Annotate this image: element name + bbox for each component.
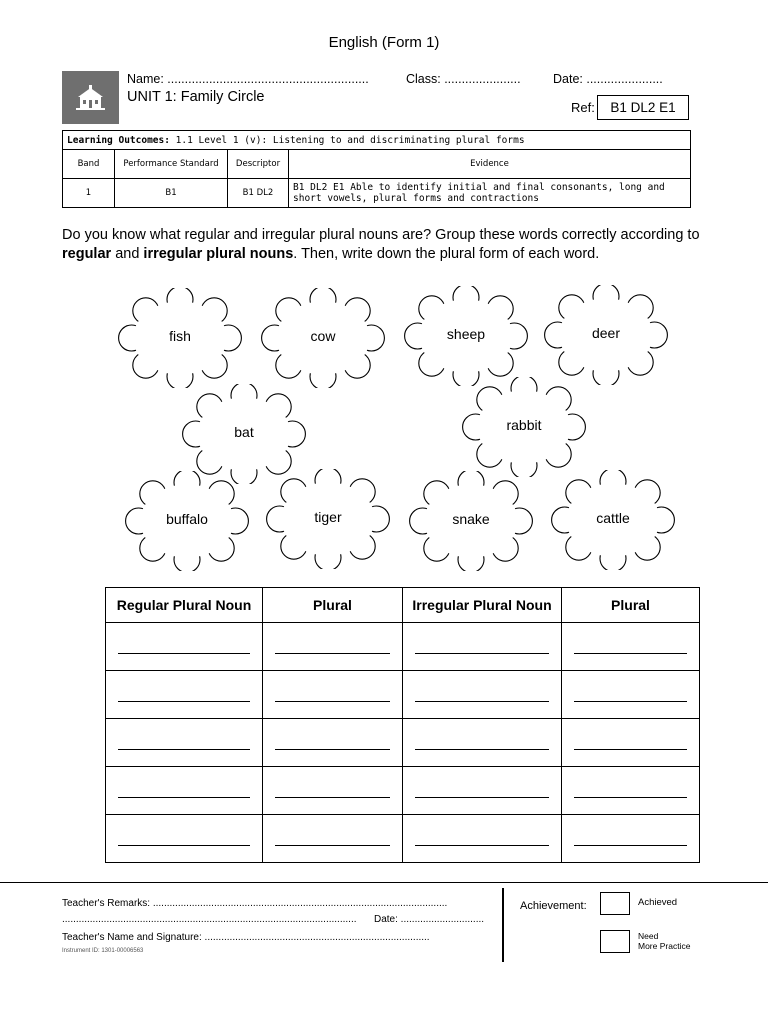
regular-plural-header: Plural bbox=[263, 588, 403, 623]
answer-blank-line bbox=[574, 653, 687, 654]
band-value: 1 bbox=[63, 179, 115, 208]
answer-blank-line bbox=[275, 845, 390, 846]
instructions-text-2: and bbox=[111, 245, 144, 262]
word-flower bbox=[543, 470, 683, 570]
achieved-checkbox[interactable] bbox=[600, 892, 630, 915]
answer-blank-line bbox=[275, 797, 390, 798]
answer-row bbox=[106, 767, 700, 815]
answer-row bbox=[106, 623, 700, 671]
answer-blank-line bbox=[415, 653, 549, 654]
word-label: tiger bbox=[314, 509, 342, 525]
answer-blank-line bbox=[574, 701, 687, 702]
answer-cell[interactable] bbox=[562, 767, 700, 815]
school-logo bbox=[62, 71, 119, 124]
band-header: Band bbox=[63, 150, 115, 179]
answer-blank-line bbox=[118, 701, 250, 702]
footer-vertical-divider bbox=[502, 888, 504, 962]
regular-noun-header: Regular Plural Noun bbox=[106, 588, 263, 623]
answer-blank-line bbox=[415, 701, 549, 702]
answer-blank-line bbox=[118, 797, 250, 798]
achieved-label: Achieved bbox=[638, 897, 678, 908]
instructions-bold-irregular: irregular plural nouns bbox=[143, 245, 294, 262]
answer-blank-line bbox=[118, 749, 250, 750]
answer-table bbox=[105, 587, 700, 863]
class-field[interactable]: Class: ...................... bbox=[406, 72, 521, 86]
need-label: Need bbox=[638, 931, 659, 941]
answer-cell[interactable] bbox=[562, 623, 700, 671]
answer-cell[interactable] bbox=[106, 719, 263, 767]
answer-cell[interactable] bbox=[403, 719, 562, 767]
irregular-plural-header: Plural bbox=[562, 588, 700, 623]
answer-blank-line bbox=[275, 653, 390, 654]
word-label: cow bbox=[310, 328, 336, 344]
answer-blank-line bbox=[275, 701, 390, 702]
answer-blank-line bbox=[574, 749, 687, 750]
teacher-remarks-line2[interactable]: .......................................................................................................... bbox=[62, 914, 357, 925]
answer-blank-line bbox=[275, 749, 390, 750]
answer-blank-line bbox=[415, 797, 549, 798]
word-label: cattle bbox=[596, 510, 630, 526]
answer-cell[interactable] bbox=[106, 671, 263, 719]
answer-cell[interactable] bbox=[562, 671, 700, 719]
answer-cell[interactable] bbox=[263, 719, 403, 767]
ref-label: Ref: bbox=[571, 100, 595, 115]
achievement-label: Achievement: bbox=[520, 900, 587, 912]
answer-cell[interactable] bbox=[263, 671, 403, 719]
answer-cell[interactable] bbox=[403, 815, 562, 863]
answer-cell[interactable] bbox=[403, 623, 562, 671]
answer-cell[interactable] bbox=[106, 623, 263, 671]
instructions-text-1: Do you know what regular and irregular plural nouns are? Group these words correctly according to bbox=[62, 227, 700, 243]
word-flower bbox=[258, 469, 398, 569]
word-flower bbox=[454, 377, 594, 477]
word-label: deer bbox=[591, 325, 621, 341]
answer-cell[interactable] bbox=[263, 815, 403, 863]
learning-outcomes-text: 1.1 Level 1 (v): Listening to and discriminating plural forms bbox=[169, 134, 525, 146]
unit-title: UNIT 1: Family Circle bbox=[127, 89, 265, 105]
performance-standard-header: Performance Standard bbox=[115, 150, 228, 179]
word-label: rabbit bbox=[506, 417, 542, 433]
school-building-icon bbox=[62, 71, 119, 124]
instrument-id: Instrument ID: 1301-00006563 bbox=[62, 948, 144, 954]
answer-row bbox=[106, 815, 700, 863]
answer-blank-line bbox=[415, 749, 549, 750]
answer-cell[interactable] bbox=[263, 623, 403, 671]
name-field[interactable]: Name: .......................................................... bbox=[127, 72, 369, 86]
teacher-signature-field[interactable]: Teacher's Name and Signature: ................................................................................. bbox=[62, 932, 430, 943]
learning-outcomes-table bbox=[62, 130, 691, 208]
answer-cell[interactable] bbox=[562, 815, 700, 863]
answer-cell[interactable] bbox=[403, 767, 562, 815]
answer-blank-line bbox=[415, 845, 549, 846]
answer-cell[interactable] bbox=[263, 767, 403, 815]
word-label: buffalo bbox=[166, 511, 208, 527]
word-label: bat bbox=[234, 424, 254, 440]
more-practice-label: More Practice bbox=[638, 941, 691, 951]
answer-cell[interactable] bbox=[403, 671, 562, 719]
evidence-header: Evidence bbox=[289, 150, 691, 179]
irregular-noun-header: Irregular Plural Noun bbox=[403, 588, 562, 623]
answer-blank-line bbox=[574, 797, 687, 798]
instructions-text-3: . Then, write down the plural form of each word. bbox=[293, 245, 600, 262]
ref-value: B1 DL2 E1 bbox=[597, 95, 689, 120]
need-practice-checkbox[interactable] bbox=[600, 930, 630, 953]
learning-outcomes-row bbox=[63, 131, 691, 150]
answer-cell[interactable] bbox=[106, 815, 263, 863]
answer-blank-line bbox=[118, 845, 250, 846]
instructions-paragraph bbox=[62, 226, 702, 263]
answer-row bbox=[106, 671, 700, 719]
descriptor-header: Descriptor bbox=[228, 150, 289, 179]
date-field[interactable]: Date: ...................... bbox=[553, 72, 663, 86]
page-title: English (Form 1) bbox=[328, 34, 440, 51]
teacher-remarks-field[interactable]: Teacher's Remarks: .......................................................................................................... bbox=[62, 898, 448, 909]
word-flower bbox=[401, 471, 541, 571]
word-flower bbox=[536, 285, 676, 385]
word-flower bbox=[396, 286, 536, 386]
performance-standard-value: B1 bbox=[115, 179, 228, 208]
word-flower bbox=[253, 288, 393, 388]
word-label: sheep bbox=[446, 326, 486, 342]
footer-date-field[interactable]: Date: .............................. bbox=[374, 914, 485, 925]
descriptor-value: B1 DL2 bbox=[228, 179, 289, 208]
word-flower bbox=[117, 471, 257, 571]
answer-cell[interactable] bbox=[106, 767, 263, 815]
evidence-value: B1 DL2 E1 Able to identify initial and final consonants, long and short vowels, plural forms and contractions bbox=[289, 179, 691, 208]
answer-blank-line bbox=[574, 845, 687, 846]
learning-outcomes-label: Learning Outcomes: bbox=[67, 134, 170, 146]
word-flower bbox=[110, 288, 250, 388]
instructions-bold-regular: regular bbox=[62, 245, 112, 262]
answer-row bbox=[106, 719, 700, 767]
answer-cell[interactable] bbox=[562, 719, 700, 767]
answer-blank-line bbox=[118, 653, 250, 654]
word-label: snake bbox=[452, 511, 490, 527]
word-label: fish bbox=[169, 328, 191, 344]
footer-divider bbox=[0, 882, 768, 883]
